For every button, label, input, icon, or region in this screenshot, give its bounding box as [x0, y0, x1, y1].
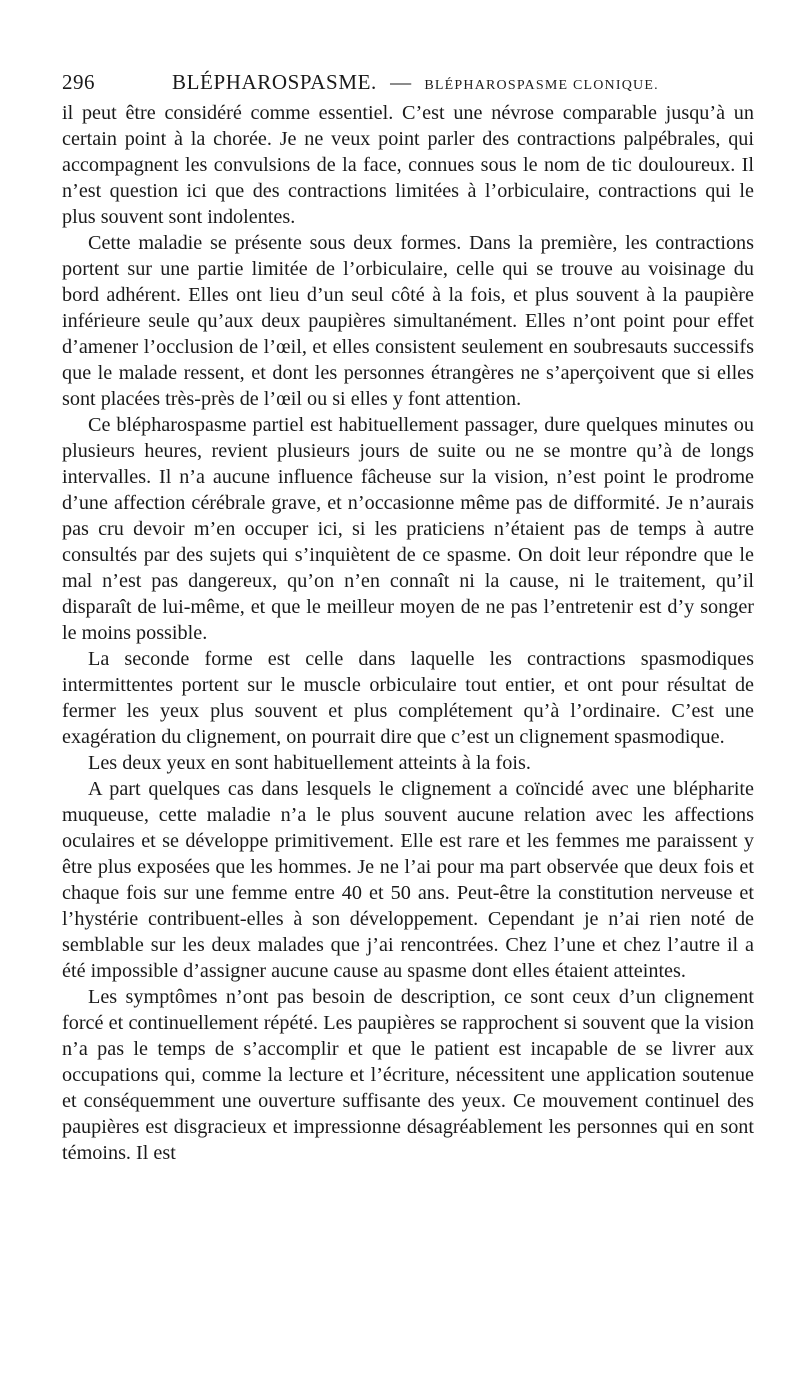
paragraph: Les symptômes n’ont pas besoin de description, ce sont ceux d’un clignement forcé et continuellement répété. Les paupières se rapprochent si souvent que la vision n’a pas le temps de s’accomplir et que le patient est incapable de se livrer aux occupations qui, comme la lecture et l’écriture, nécessitent une application soutenue et conséquemment une ouverture suffisante des yeux. Ce mouvement continuel des paupières est disgracieux et impressionne désagréablement les personnes qui en sont témoins. Il est — [62, 986, 754, 1164]
chapter-title: BLÉPHAROSPASME. — [172, 70, 377, 94]
running-title — [172, 70, 659, 95]
paragraph: Les deux yeux en sont habituellement atteints à la fois. — [88, 752, 531, 774]
running-head — [62, 70, 758, 100]
title-separator: — — [390, 70, 412, 94]
paragraph: A part quelques cas dans lesquels le clignement a coïncidé avec une blépharite muqueuse, cette maladie n’a le plus souvent aucune relation avec les affections oculaires et se développe primitivement. Elle est rare et les femmes me paraissent y être plus exposées que les hommes. Je ne l’ai pour ma part observée que deux fois et chaque fois sur une femme entre 40 et 50 ans. Peut-être la constitution nerveuse et l’hystérie contribuent-elles à son développement. Cependant je n’ai rien noté de semblable sur les deux malades que j’ai rencontrées. Chez l’une et chez l’autre il a été impossible d’assigner aucune cause au spasme dont elles étaient atteintes. — [62, 778, 754, 982]
body-text — [62, 100, 754, 1166]
paragraph: Ce blépharospasme partiel est habituellement passager, dure quelques minutes ou plusieurs heures, revient plusieurs jours de suite ou ne se montre qu’à de longs intervalles. Il n’a aucune influence fâcheuse sur la vision, n’est point le prodrome d’une affection cérébrale grave, et n’occasionne même pas de difformité. Je n’aurais pas cru devoir m’en occuper ici, si les praticiens n’étaient pas de temps à autre consultés par des sujets qui s’inquiètent de ce spasme. On doit leur répondre que le mal n’est pas dangereux, qu’on n’en connaît ni la cause, ni le traitement, qu’il disparaît de lui-même, et que le meilleur moyen de ne pas l’entretenir est d’y songer le moins possible. — [62, 414, 754, 644]
page-number: 296 — [62, 70, 95, 94]
section-title: BLÉPHAROSPASME CLONIQUE. — [424, 78, 659, 93]
paragraph: il peut être considéré comme essentiel. C’est une névrose comparable jusqu’à un certain point à la chorée. Je ne veux point parler des contractions palpébrales, qui accompagnent les convulsions de la face, connues sous le nom de tic douloureux. Il n’est question ici que des contractions limitées à l’orbiculaire, contractions qui le plus souvent sont indolentes. — [62, 102, 754, 228]
paragraph: La seconde forme est celle dans laquelle les contractions spasmodiques intermittentes portent sur le muscle orbiculaire tout entier, et ont pour résultat de fermer les yeux plus souvent et plus complétement qu’à l’ordinaire. C’est une exagération du clignement, on pourrait dire que c’est un clignement spasmodique. — [62, 648, 754, 748]
paragraph: Cette maladie se présente sous deux formes. Dans la première, les contractions portent sur une partie limitée de l’orbiculaire, celle qui se trouve au voisinage du bord adhérent. Elles ont lieu d’un seul côté à la fois, et plus souvent à la paupière inférieure seule qu’aux deux paupières simultanément. Elles n’ont point pour effet d’amener l’occlusion de l’œil, et elles consistent seulement en soubresauts successifs que le malade ressent, et dont les personnes étrangères ne s’aperçoivent que si elles sont placées très-près de l’œil ou si elles y font attention. — [62, 232, 754, 410]
